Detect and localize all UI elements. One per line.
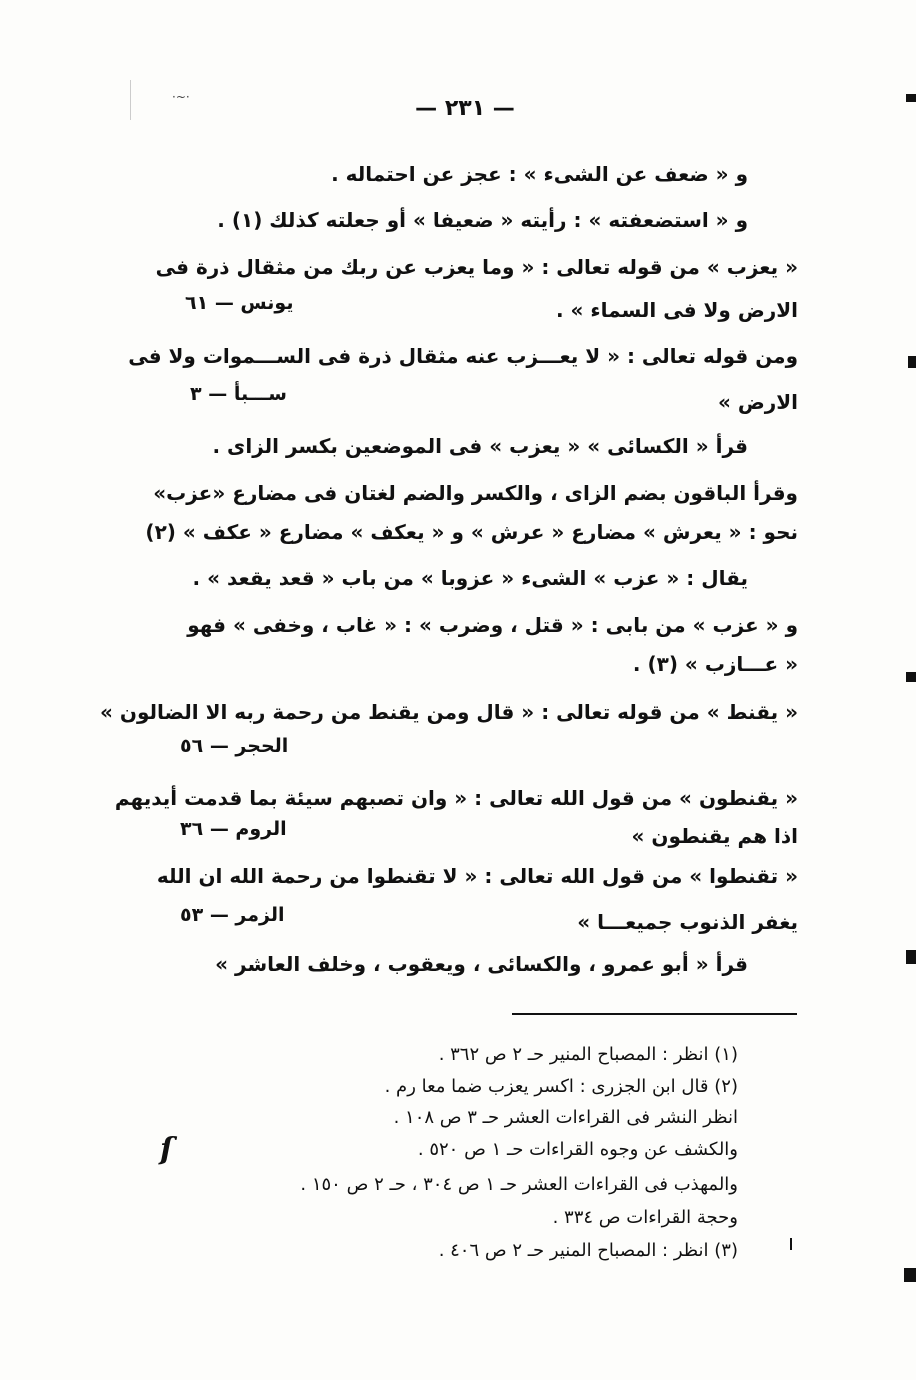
edge-mark: [906, 94, 916, 102]
text-line: الارض »: [717, 390, 798, 414]
text-line: و « ضعف عن الشىء » : عجز عن احتماله .: [331, 162, 748, 186]
verse-reference: الحجر — ٥٦: [180, 735, 289, 757]
edge-mark: [908, 356, 916, 368]
verse-reference: يونس — ٦١: [185, 292, 294, 314]
footnote-line: والمهذب فى القراءات العشر حـ ١ ص ٣٠٤ ، حـ ٢ ص ١٥٠ .: [300, 1174, 738, 1195]
footnote-separator: [512, 1013, 797, 1015]
text-line: « يقنط » من قوله تعالى : « قال ومن يقنط من رحمة ربه الا الضالون »: [100, 700, 798, 724]
verse-reference: الروم — ٣٦: [180, 818, 287, 840]
text-line: اذا هم يقنطون »: [631, 824, 798, 848]
text-line: نحو : « يعرش » مضارع « عرش » و « يعكف » مضارع « عكف » (٢): [145, 520, 798, 544]
footnote-line: وحجة القراءات ص ٣٣٤ .: [552, 1207, 738, 1228]
page-number: — ٢٣١ —: [415, 96, 515, 121]
footnote-line: (٢) قال ابن الجزرى : اكسر يعزب ضما معا رم .: [384, 1076, 738, 1097]
text-line: و « استضعفته » : رأيته « ضعيفا » أو جعلته كذلك (١) .: [217, 208, 748, 232]
text-line: « يعزب » من قوله تعالى : « وما يعزب عن ربك من مثقال ذرة فى: [155, 255, 798, 279]
edge-mark: [906, 950, 916, 964]
text-line: وقرأ الباقون بضم الزاى ، والكسر والضم لغتان فى مضارع «عزب»: [153, 481, 798, 505]
text-line: قرأ « أبو عمرو ، والكسائى ، ويعقوب ، وخلف العاشر »: [215, 952, 748, 976]
edge-mark: [790, 1238, 792, 1250]
footnote-line: (٣) انظر : المصباح المنير حـ ٢ ص ٤٠٦ .: [438, 1240, 738, 1261]
edge-mark: [904, 1268, 916, 1282]
text-line: « عـــازب » (٣) .: [632, 652, 798, 676]
text-line: الارض ولا فى السماء » .: [555, 298, 798, 322]
text-line: « تقنطوا » من قول الله تعالى : « لا تقنطوا من رحمة الله ان الله: [156, 864, 798, 888]
handwritten-mark: ſ: [160, 1132, 173, 1167]
text-line: يقال : « عزب » الشىء « عزوبا » من باب « قعد يقعد » .: [192, 566, 748, 590]
footnote-line: (١) انظر : المصباح المنير حـ ٢ ص ٣٦٢ .: [438, 1044, 738, 1065]
verse-reference: ســـبأ — ٣: [190, 383, 287, 405]
edge-mark: [906, 672, 916, 682]
text-line: يغفر الذنوب جميعـــا »: [577, 910, 798, 934]
footnote-line: والكشف عن وجوه القراءات حـ ١ ص ٥٢٠ .: [417, 1139, 738, 1160]
footnote-line: انظر النشر فى القراءات العشر حـ ٣ ص ١٠٨ .: [393, 1107, 738, 1128]
text-line: « يقنطون » من قول الله تعالى : « وان تصبهم سيئة بما قدمت أيديهم: [114, 786, 798, 810]
text-line: و « عزب » من بابى : « قتل ، وضرب » : « غاب ، وخفى » فهو: [187, 613, 798, 637]
text-line: ومن قوله تعالى : « لا يعـــزب عنه مثقال ذرة فى الســـموات ولا فى: [128, 344, 798, 368]
verse-reference: الزمر — ٥٣: [180, 904, 285, 926]
scan-speck: ·~·: [172, 90, 190, 104]
scan-artifact: [130, 80, 131, 120]
text-line: قرأ « الكسائى » « يعزب » فى الموضعين بكسر الزاى .: [212, 434, 748, 458]
